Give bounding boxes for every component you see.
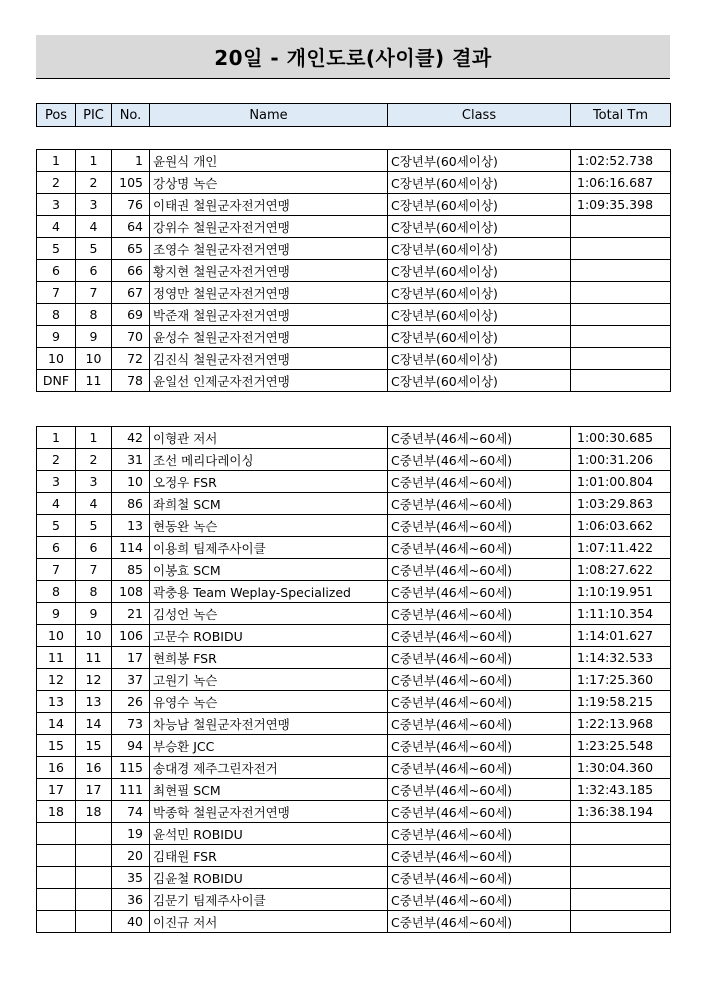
table-row [37,889,671,911]
position-cell: 1 [37,427,76,449]
position-cell [37,911,76,933]
pic-cell: 18 [76,801,112,823]
bib-number-cell: 26 [112,691,150,713]
name-cell: 윤원식 개인 [150,150,388,172]
name-cell: 고원기 녹슨 [150,669,388,691]
total-time-cell [571,260,671,282]
class-cell: C중년부(46세~60세) [388,537,571,559]
name-cell: 유영수 녹슨 [150,691,388,713]
table-row [37,172,671,194]
position-cell: 10 [37,625,76,647]
bib-number-cell: 76 [112,194,150,216]
class-cell: C중년부(46세~60세) [388,603,571,625]
class-cell: C장년부(60세이상) [388,304,571,326]
total-time-cell: 1:23:25.548 [571,735,671,757]
class-cell: C중년부(46세~60세) [388,867,571,889]
table-row [37,691,671,713]
position-cell: 13 [37,691,76,713]
bib-number-cell: 114 [112,537,150,559]
bib-number-cell: 78 [112,370,150,392]
class-cell: C장년부(60세이상) [388,326,571,348]
name-cell: 오정우 FSR [150,471,388,493]
bib-number-cell: 37 [112,669,150,691]
total-time-cell [571,911,671,933]
total-time-cell: 1:30:04.360 [571,757,671,779]
table-row [37,779,671,801]
table-row [37,194,671,216]
header-total-time: Total Tm [571,104,671,127]
bib-number-cell: 66 [112,260,150,282]
bib-number-cell: 106 [112,625,150,647]
name-cell: 조선 메리다레이싱 [150,449,388,471]
total-time-cell: 1:11:10.354 [571,603,671,625]
pic-cell [76,867,112,889]
name-cell: 황지현 철원군자전거연맹 [150,260,388,282]
bib-number-cell: 86 [112,493,150,515]
table-row [37,493,671,515]
class-cell: C장년부(60세이상) [388,238,571,260]
position-cell: 4 [37,493,76,515]
name-cell: 김진식 철원군자전거연맹 [150,348,388,370]
total-time-cell: 1:06:16.687 [571,172,671,194]
name-cell: 박종학 철원군자전거연맹 [150,801,388,823]
total-time-cell: 1:00:31.206 [571,449,671,471]
name-cell: 박준재 철원군자전거연맹 [150,304,388,326]
position-cell [37,867,76,889]
total-time-cell: 1:08:27.622 [571,559,671,581]
pic-cell: 5 [76,238,112,260]
pic-cell: 17 [76,779,112,801]
table-row [37,669,671,691]
position-cell: DNF [37,370,76,392]
pic-cell: 9 [76,603,112,625]
class-cell: C중년부(46세~60세) [388,493,571,515]
position-cell: 2 [37,449,76,471]
pic-cell: 3 [76,194,112,216]
bib-number-cell: 20 [112,845,150,867]
name-cell: 송대경 제주그린자전거 [150,757,388,779]
table-row [37,304,671,326]
table-row [37,326,671,348]
position-cell: 6 [37,537,76,559]
bib-number-cell: 94 [112,735,150,757]
position-cell: 5 [37,515,76,537]
pic-cell [76,911,112,933]
table-row [37,735,671,757]
name-cell: 정영만 철원군자전거연맹 [150,282,388,304]
position-cell: 7 [37,559,76,581]
bib-number-cell: 108 [112,581,150,603]
class-cell: C장년부(60세이상) [388,370,571,392]
class-cell: C중년부(46세~60세) [388,691,571,713]
table-row [37,823,671,845]
bib-number-cell: 115 [112,757,150,779]
total-time-cell [571,845,671,867]
name-cell: 김문기 팀제주사이클 [150,889,388,911]
class-cell: C중년부(46세~60세) [388,889,571,911]
position-cell: 9 [37,326,76,348]
name-cell: 고문수 ROBIDU [150,625,388,647]
table-row [37,559,671,581]
total-time-cell: 1:22:13.968 [571,713,671,735]
table-row [37,282,671,304]
total-time-cell: 1:07:11.422 [571,537,671,559]
class-cell: C중년부(46세~60세) [388,515,571,537]
position-cell: 17 [37,779,76,801]
total-time-cell [571,867,671,889]
class-cell: C중년부(46세~60세) [388,647,571,669]
pic-cell: 8 [76,304,112,326]
name-cell: 강상명 녹슨 [150,172,388,194]
total-time-cell: 1:14:01.627 [571,625,671,647]
bib-number-cell: 13 [112,515,150,537]
total-time-cell: 1:01:00.804 [571,471,671,493]
table-row [37,801,671,823]
bib-number-cell: 17 [112,647,150,669]
total-time-cell: 1:00:30.685 [571,427,671,449]
pic-cell: 12 [76,669,112,691]
bib-number-cell: 35 [112,867,150,889]
pic-cell: 2 [76,172,112,194]
table-row [37,647,671,669]
class-cell: C장년부(60세이상) [388,150,571,172]
class-cell: C중년부(46세~60세) [388,581,571,603]
header-no: No. [112,104,150,127]
pic-cell: 7 [76,282,112,304]
position-cell: 8 [37,581,76,603]
total-time-cell [571,238,671,260]
name-cell: 이봉효 SCM [150,559,388,581]
class-cell: C중년부(46세~60세) [388,669,571,691]
position-cell: 7 [37,282,76,304]
bib-number-cell: 105 [112,172,150,194]
pic-cell: 11 [76,370,112,392]
position-cell: 3 [37,194,76,216]
name-cell: 이진규 저서 [150,911,388,933]
class-cell: C장년부(60세이상) [388,282,571,304]
name-cell: 곽충용 Team Weplay-Specialized [150,581,388,603]
position-cell: 14 [37,713,76,735]
bib-number-cell: 10 [112,471,150,493]
class-cell: C중년부(46세~60세) [388,845,571,867]
class-cell: C중년부(46세~60세) [388,823,571,845]
class-cell: C중년부(46세~60세) [388,735,571,757]
name-cell: 최현필 SCM [150,779,388,801]
header-pos: Pos [37,104,76,127]
name-cell: 김성언 녹슨 [150,603,388,625]
class-cell: C장년부(60세이상) [388,172,571,194]
table-row [37,260,671,282]
table-row [37,713,671,735]
name-cell: 이형관 저서 [150,427,388,449]
position-cell: 4 [37,216,76,238]
table-row [37,515,671,537]
class-cell: C중년부(46세~60세) [388,559,571,581]
position-cell: 18 [37,801,76,823]
position-cell: 8 [37,304,76,326]
total-time-cell: 1:03:29.863 [571,493,671,515]
name-cell: 윤석민 ROBIDU [150,823,388,845]
bib-number-cell: 31 [112,449,150,471]
bib-number-cell: 111 [112,779,150,801]
table-row [37,845,671,867]
pic-cell [76,889,112,911]
pic-cell: 1 [76,427,112,449]
class-cell: C중년부(46세~60세) [388,801,571,823]
position-cell: 10 [37,348,76,370]
total-time-cell: 1:10:19.951 [571,581,671,603]
name-cell: 현동완 녹슨 [150,515,388,537]
class-cell: C중년부(46세~60세) [388,713,571,735]
header-table [36,103,671,127]
table-row [37,370,671,392]
results-table-senior [36,149,671,392]
pic-cell [76,845,112,867]
total-time-cell: 1:17:25.360 [571,669,671,691]
name-cell: 김태원 FSR [150,845,388,867]
pic-cell: 10 [76,625,112,647]
table-row [37,911,671,933]
position-cell [37,889,76,911]
name-cell: 조영수 철원군자전거연맹 [150,238,388,260]
bib-number-cell: 19 [112,823,150,845]
position-cell: 3 [37,471,76,493]
pic-cell: 4 [76,493,112,515]
name-cell: 부승환 JCC [150,735,388,757]
table-row [37,625,671,647]
pic-cell: 8 [76,581,112,603]
bib-number-cell: 74 [112,801,150,823]
bib-number-cell: 69 [112,304,150,326]
header-pic: PIC [76,104,112,127]
name-cell: 이용희 팀제주사이클 [150,537,388,559]
name-cell: 좌희철 SCM [150,493,388,515]
class-cell: C중년부(46세~60세) [388,471,571,493]
pic-cell: 14 [76,713,112,735]
position-cell [37,845,76,867]
position-cell [37,823,76,845]
position-cell: 6 [37,260,76,282]
pic-cell: 4 [76,216,112,238]
bib-number-cell: 21 [112,603,150,625]
total-time-cell: 1:06:03.662 [571,515,671,537]
page-title: 20일 - 개인도로(사이클) 결과 [36,35,670,79]
bib-number-cell: 85 [112,559,150,581]
bib-number-cell: 1 [112,150,150,172]
table-row [37,603,671,625]
table-row [37,216,671,238]
table-row [37,757,671,779]
pic-cell: 3 [76,471,112,493]
position-cell: 16 [37,757,76,779]
pic-cell: 16 [76,757,112,779]
pic-cell: 5 [76,515,112,537]
name-cell: 강위수 철원군자전거연맹 [150,216,388,238]
pic-cell: 6 [76,537,112,559]
total-time-cell: 1:32:43.185 [571,779,671,801]
class-cell: C중년부(46세~60세) [388,779,571,801]
class-cell: C중년부(46세~60세) [388,427,571,449]
bib-number-cell: 72 [112,348,150,370]
pic-cell: 6 [76,260,112,282]
pic-cell: 10 [76,348,112,370]
class-cell: C장년부(60세이상) [388,348,571,370]
table-row [37,150,671,172]
pic-cell: 1 [76,150,112,172]
pic-cell: 7 [76,559,112,581]
name-cell: 차능남 철원군자전거연맹 [150,713,388,735]
position-cell: 12 [37,669,76,691]
bib-number-cell: 36 [112,889,150,911]
table-row [37,348,671,370]
total-time-cell [571,370,671,392]
class-cell: C중년부(46세~60세) [388,625,571,647]
pic-cell: 2 [76,449,112,471]
name-cell: 윤일선 인제군자전거연맹 [150,370,388,392]
table-row [37,867,671,889]
pic-cell: 9 [76,326,112,348]
pic-cell: 11 [76,647,112,669]
pic-cell: 15 [76,735,112,757]
table-row [37,238,671,260]
name-cell: 김윤철 ROBIDU [150,867,388,889]
table-row [37,471,671,493]
table-row [37,449,671,471]
bib-number-cell: 65 [112,238,150,260]
header-class: Class [388,104,571,127]
name-cell: 현희봉 FSR [150,647,388,669]
total-time-cell: 1:14:32.533 [571,647,671,669]
class-cell: C중년부(46세~60세) [388,911,571,933]
name-cell: 이태권 철원군자전거연맹 [150,194,388,216]
total-time-cell: 1:36:38.194 [571,801,671,823]
total-time-cell [571,282,671,304]
total-time-cell [571,823,671,845]
position-cell: 1 [37,150,76,172]
total-time-cell [571,304,671,326]
class-cell: C중년부(46세~60세) [388,757,571,779]
position-cell: 2 [37,172,76,194]
total-time-cell: 1:02:52.738 [571,150,671,172]
position-cell: 5 [37,238,76,260]
bib-number-cell: 70 [112,326,150,348]
total-time-cell [571,348,671,370]
table-row [37,537,671,559]
bib-number-cell: 40 [112,911,150,933]
position-cell: 15 [37,735,76,757]
bib-number-cell: 67 [112,282,150,304]
bib-number-cell: 64 [112,216,150,238]
class-cell: C장년부(60세이상) [388,194,571,216]
pic-cell: 13 [76,691,112,713]
total-time-cell: 1:09:35.398 [571,194,671,216]
class-cell: C장년부(60세이상) [388,260,571,282]
name-cell: 윤성수 철원군자전거연맹 [150,326,388,348]
class-cell: C중년부(46세~60세) [388,449,571,471]
total-time-cell [571,326,671,348]
pic-cell [76,823,112,845]
bib-number-cell: 42 [112,427,150,449]
results-table-middle-age [36,426,671,933]
total-time-cell: 1:19:58.215 [571,691,671,713]
position-cell: 9 [37,603,76,625]
header-name: Name [150,104,388,127]
total-time-cell [571,889,671,911]
table-row [37,427,671,449]
total-time-cell [571,216,671,238]
bib-number-cell: 73 [112,713,150,735]
header-row [37,104,671,127]
table-row [37,581,671,603]
position-cell: 11 [37,647,76,669]
class-cell: C장년부(60세이상) [388,216,571,238]
